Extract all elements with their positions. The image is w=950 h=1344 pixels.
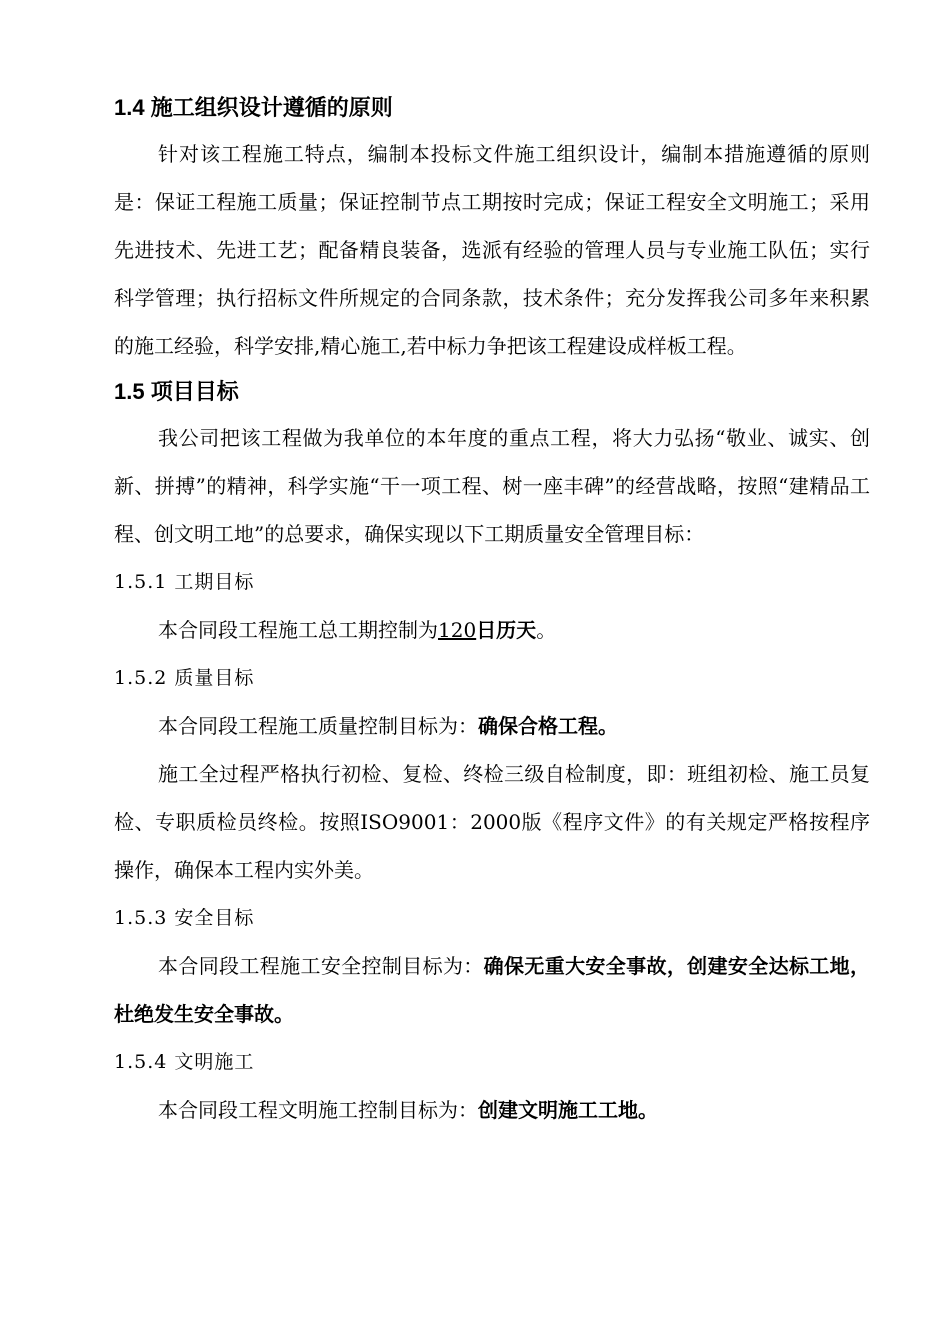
document-body xyxy=(114,86,870,1134)
paragraph-schedule-goal xyxy=(114,606,870,654)
paragraph-quality-goal xyxy=(114,702,870,750)
schedule-days: 120 xyxy=(438,618,477,642)
quality-target: 确保合格工程。 xyxy=(478,714,618,738)
paragraph-quality-process: 施工全过程严格执行初检、复检、终检三级自检制度，即：班组初检、施工员复检、专职质检员终检。按照ISO9001：2000版《程序文件》的有关规定严格按程序操作，确保本工程内实外美。 xyxy=(114,762,870,882)
paragraph-project-goals: 我公司把该工程做为我单位的本年度的重点工程，将大力弘扬“敬业、诚实、创新、拼搏”的精神，科学实施“干一项工程、树一座丰碑”的经营战略，按照“建精品工程、创文明工地”的总要求，确保实现以下工期质量安全管理目标： xyxy=(114,426,870,546)
schedule-text: 本合同段工程施工总工期控制为 xyxy=(158,618,438,642)
subheading-1-5-1: 1.5.1 工期目标 xyxy=(114,571,255,593)
quality-text: 本合同段工程施工质量控制目标为： xyxy=(158,714,478,738)
paragraph-principles: 针对该工程施工特点，编制本投标文件施工组织设计，编制本措施遵循的原则是：保证工程施工质量；保证控制节点工期按时完成；保证工程安全文明施工；采用先进技术、先进工艺；配备精良装备，选派有经验的管理人员与专业施工队伍；实行科学管理；执行招标文件所规定的合同条款，技术条件；充分发挥我公司多年来积累的施工经验，科学安排,精心施工,若中标力争把该工程建设成样板工程。 xyxy=(114,142,870,358)
safety-target: 确保无重大安全事故，创建安全达标工地，杜绝发生安全事故。 xyxy=(114,954,871,1026)
safety-text: 本合同段工程施工安全控制目标为： xyxy=(158,954,484,978)
civilized-target: 创建文明施工工地。 xyxy=(478,1098,658,1122)
paragraph-safety-goal xyxy=(114,942,870,1038)
section-heading-1-5: 1.5 项目目标 xyxy=(114,379,239,404)
civilized-text: 本合同段工程文明施工控制目标为： xyxy=(158,1098,478,1122)
subheading-1-5-2: 1.5.2 质量目标 xyxy=(114,667,255,689)
paragraph-civilized-goal xyxy=(114,1086,870,1134)
schedule-days-unit: 日历天 xyxy=(476,618,537,642)
subheading-1-5-4: 1.5.4 文明施工 xyxy=(114,1051,255,1073)
section-heading-1-4: 1.4 施工组织设计遵循的原则 xyxy=(114,95,393,120)
schedule-period: 。 xyxy=(536,618,557,642)
subheading-1-5-3: 1.5.3 安全目标 xyxy=(114,907,255,929)
